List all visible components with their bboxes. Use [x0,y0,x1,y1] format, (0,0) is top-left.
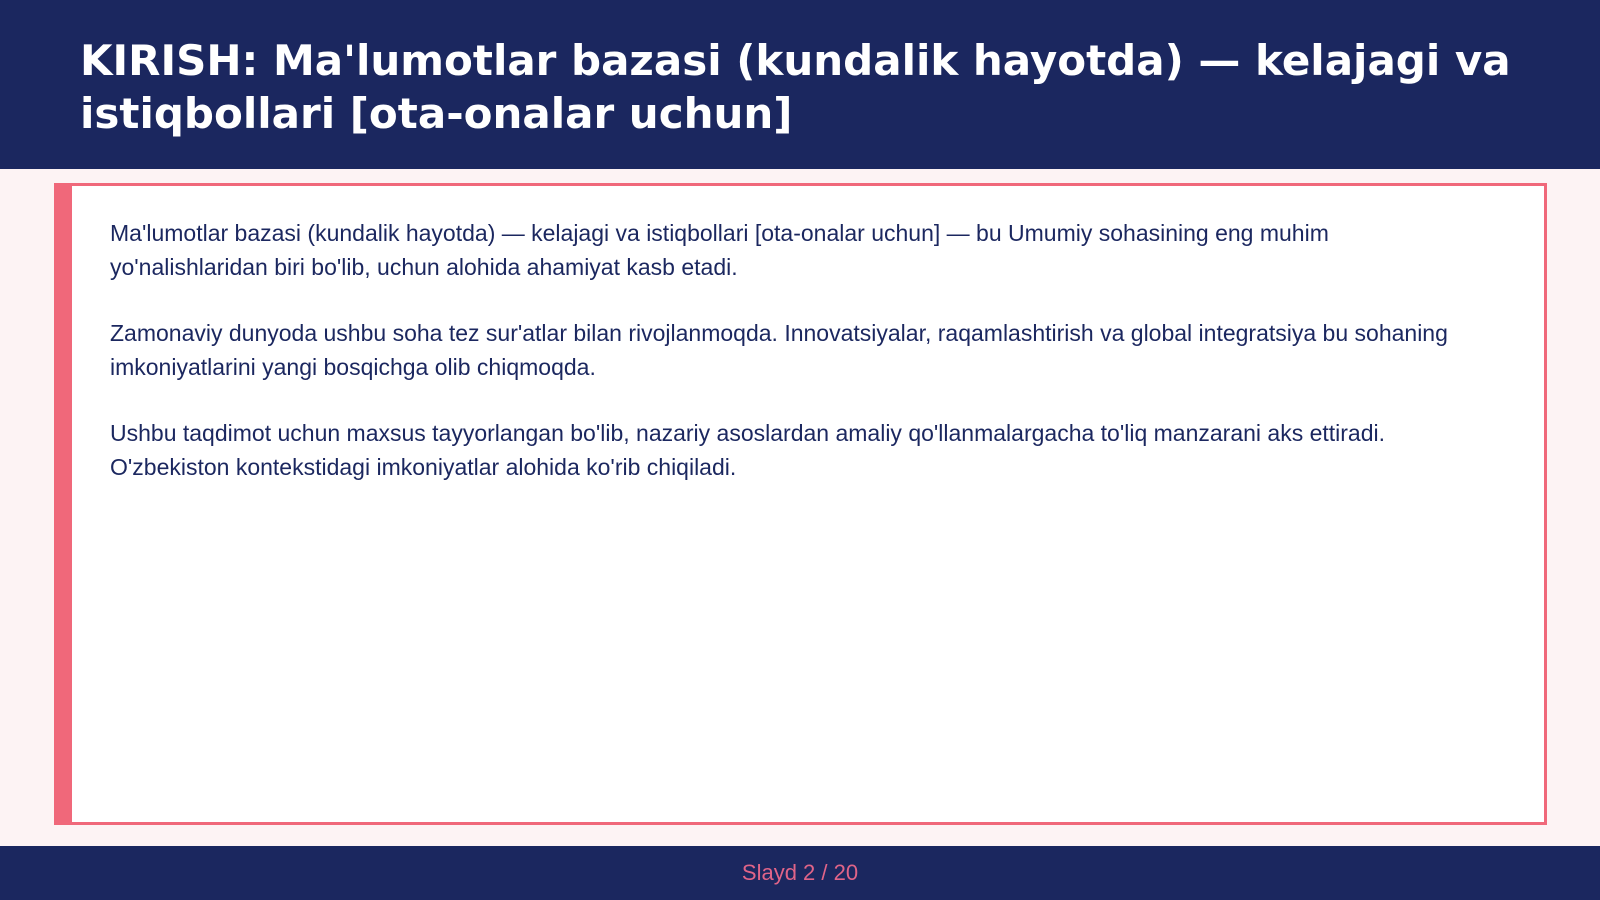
content-paragraph-1: Ma'lumotlar bazasi (kundalik hayotda) — kelajagi va istiqbollari [ota-onalar uchun] — bu Umumiy sohasining eng muhim yo'nalishlaridan biri bo'lib, uchun alohida ahamiyat kasb etadi. [110,220,1329,280]
slide-header [0,0,1600,169]
slide-footer [0,846,1600,900]
slide-title: KIRISH: Ma'lumotlar bazasi (kundalik hayotda) — kelajagi va istiqbollari [ota-onalar uchun] [80,36,1511,138]
content-paragraph-3: Ushbu taqdimot uchun maxsus tayyorlangan bo'lib, nazariy asoslardan amaliy qo'llanmalargacha to'liq manzarani aks ettiradi. O'zbekiston kontekstidagi imkoniyatlar alohida ko'rib chiqiladi. [110,420,1386,480]
slide-counter: Slayd 2 / 20 [741,860,859,885]
content-paragraph-2: Zamonaviy dunyoda ushbu soha tez sur'atlar bilan rivojlanmoqda. Innovatsiyalar, raqamlashtirish va global integratsiya bu sohaning imkoniyatlarini yangi bosqichga olib chiqmoqda. [110,320,1448,380]
content-card [54,183,1547,825]
